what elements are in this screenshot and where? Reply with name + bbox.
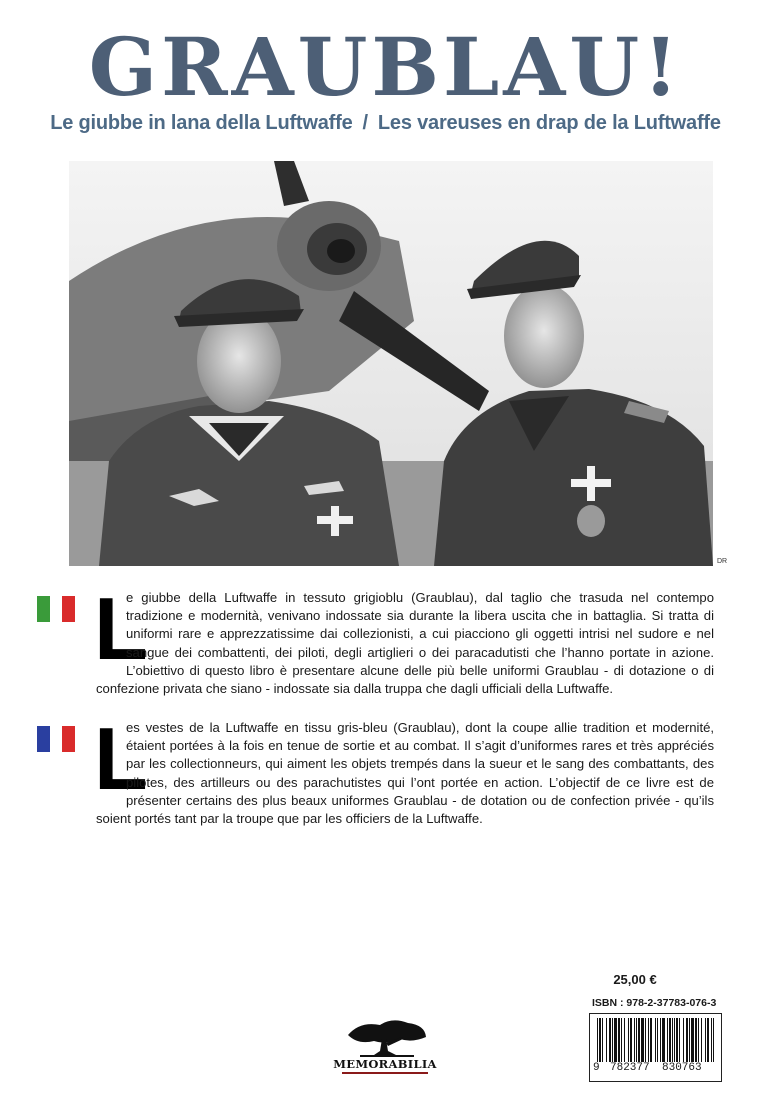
subtitle-french: Les vareuses en drap de la Luftwaffe [377,112,721,134]
barcode-bar [679,1018,680,1062]
barcode-bar [683,1018,684,1062]
french-description [94,709,714,828]
price: 25,00 € [613,972,657,987]
barcode-bar [667,1018,668,1062]
french-text: es vestes de la Luftwaffe en tissu gris-bleu (Graublau), dont la coupe allie tradition et modernité, étaient portées à la fois en tenue de sortie et au combat. Il s’agit d’uniformes rares et très appréciés par les collectionneurs, qui aiment les objets trempés dans la sueur et le sang des combattants, des pilotes, des artilleurs ou des parachutistes qui l’ont portée en action. L’objectif de ce livre est de présenter certains des plus beaux uniformes Graublau - de dotation ou de confection privée - qu’ils soient portés tant par la troupe que par les officiers de la Luftwaffe. [96,720,714,827]
barcode-bar [606,1018,607,1062]
barcode-bar [660,1018,661,1062]
barcode-bar [672,1018,673,1062]
barcode-bar [701,1018,702,1062]
subtitle-italian: Le giubbe in lana della Luftwaffe [50,112,353,134]
barcode-bar [609,1018,611,1062]
barcode-first-digit: 9 [593,1062,600,1074]
barcode-bar [612,1018,613,1062]
barcode-bar [662,1018,665,1062]
barcode-bar [655,1018,656,1062]
italian-description [94,579,714,698]
barcode-bars [597,1018,714,1062]
barcode-bar [641,1018,644,1062]
barcode-bar [669,1018,671,1062]
publisher-name-text: MEMORABILIA [333,1057,437,1071]
barcode-bar [634,1018,635,1062]
italian-dropcap: L [94,579,148,678]
publisher-underline [342,1072,428,1074]
barcode-bar [650,1018,652,1062]
barcode-bar [711,1018,712,1062]
barcode-bar [648,1018,649,1062]
barcode-bar [621,1018,622,1062]
barcode-bar [636,1018,637,1062]
barcode-bar [614,1018,617,1062]
book-title: GRAUBLAU! [88,20,683,114]
barcode-bar [676,1018,678,1062]
french-flag-icon [37,726,75,752]
barcode-bar [705,1018,706,1062]
barcode-bar [630,1018,632,1062]
book-subtitle [0,112,771,135]
barcode-bar [686,1018,688,1062]
publisher-logo [330,1015,440,1075]
barcode-bar [707,1018,709,1062]
italian-text: e giubbe della Luftwaffe in tessuto grigioblu (Graublau), dal taglio che trasuda nel contempo tradizione e modernità, venivano indossate sia durante la libera uscita che in battaglia. Si tratta di uniformi rare e apprezzatissime dai collezionisti, a cui piacciono gli oggetti intrisi nel sudore e nel sangue dei combattenti, dei piloti, degli artiglieri o dei paracadutisti che l’hanno portate in azione. L’obiettivo di questo libro è presentare alcune delle più belle uniformi Graublau - di dotazione o di confezione privata che siano - indossate sia dalla truppa che dagli ufficiali della Luftwaffe. [96,590,714,697]
photo-credit: DR [717,558,728,565]
photo-illustration [69,161,713,566]
barcode-left-group: 782377 [610,1062,650,1074]
barcode-bar [674,1018,675,1062]
barcode-bar [691,1018,694,1062]
italian-flag-icon [37,596,75,622]
barcode-bar [628,1018,629,1062]
french-dropcap: L [94,709,148,808]
barcode-bar [602,1018,603,1062]
barcode [589,1013,722,1082]
barcode-bar [713,1018,714,1062]
barcode-bar [597,1018,598,1062]
barcode-bar [624,1018,625,1062]
barcode-bar [698,1018,699,1062]
subtitle-separator: / [362,112,368,134]
cover-photo [69,161,713,566]
barcode-right-group: 830763 [662,1062,702,1074]
barcode-bar [657,1018,658,1062]
isbn: ISBN : 978-2-37783-076-3 [592,997,717,1009]
barcode-bar [645,1018,646,1062]
barcode-bar [618,1018,620,1062]
tree-icon [330,1015,440,1057]
barcode-bar [689,1018,690,1062]
publisher-name [330,1057,440,1071]
barcode-bar [599,1018,601,1062]
barcode-bar [638,1018,640,1062]
barcode-bar [695,1018,697,1062]
